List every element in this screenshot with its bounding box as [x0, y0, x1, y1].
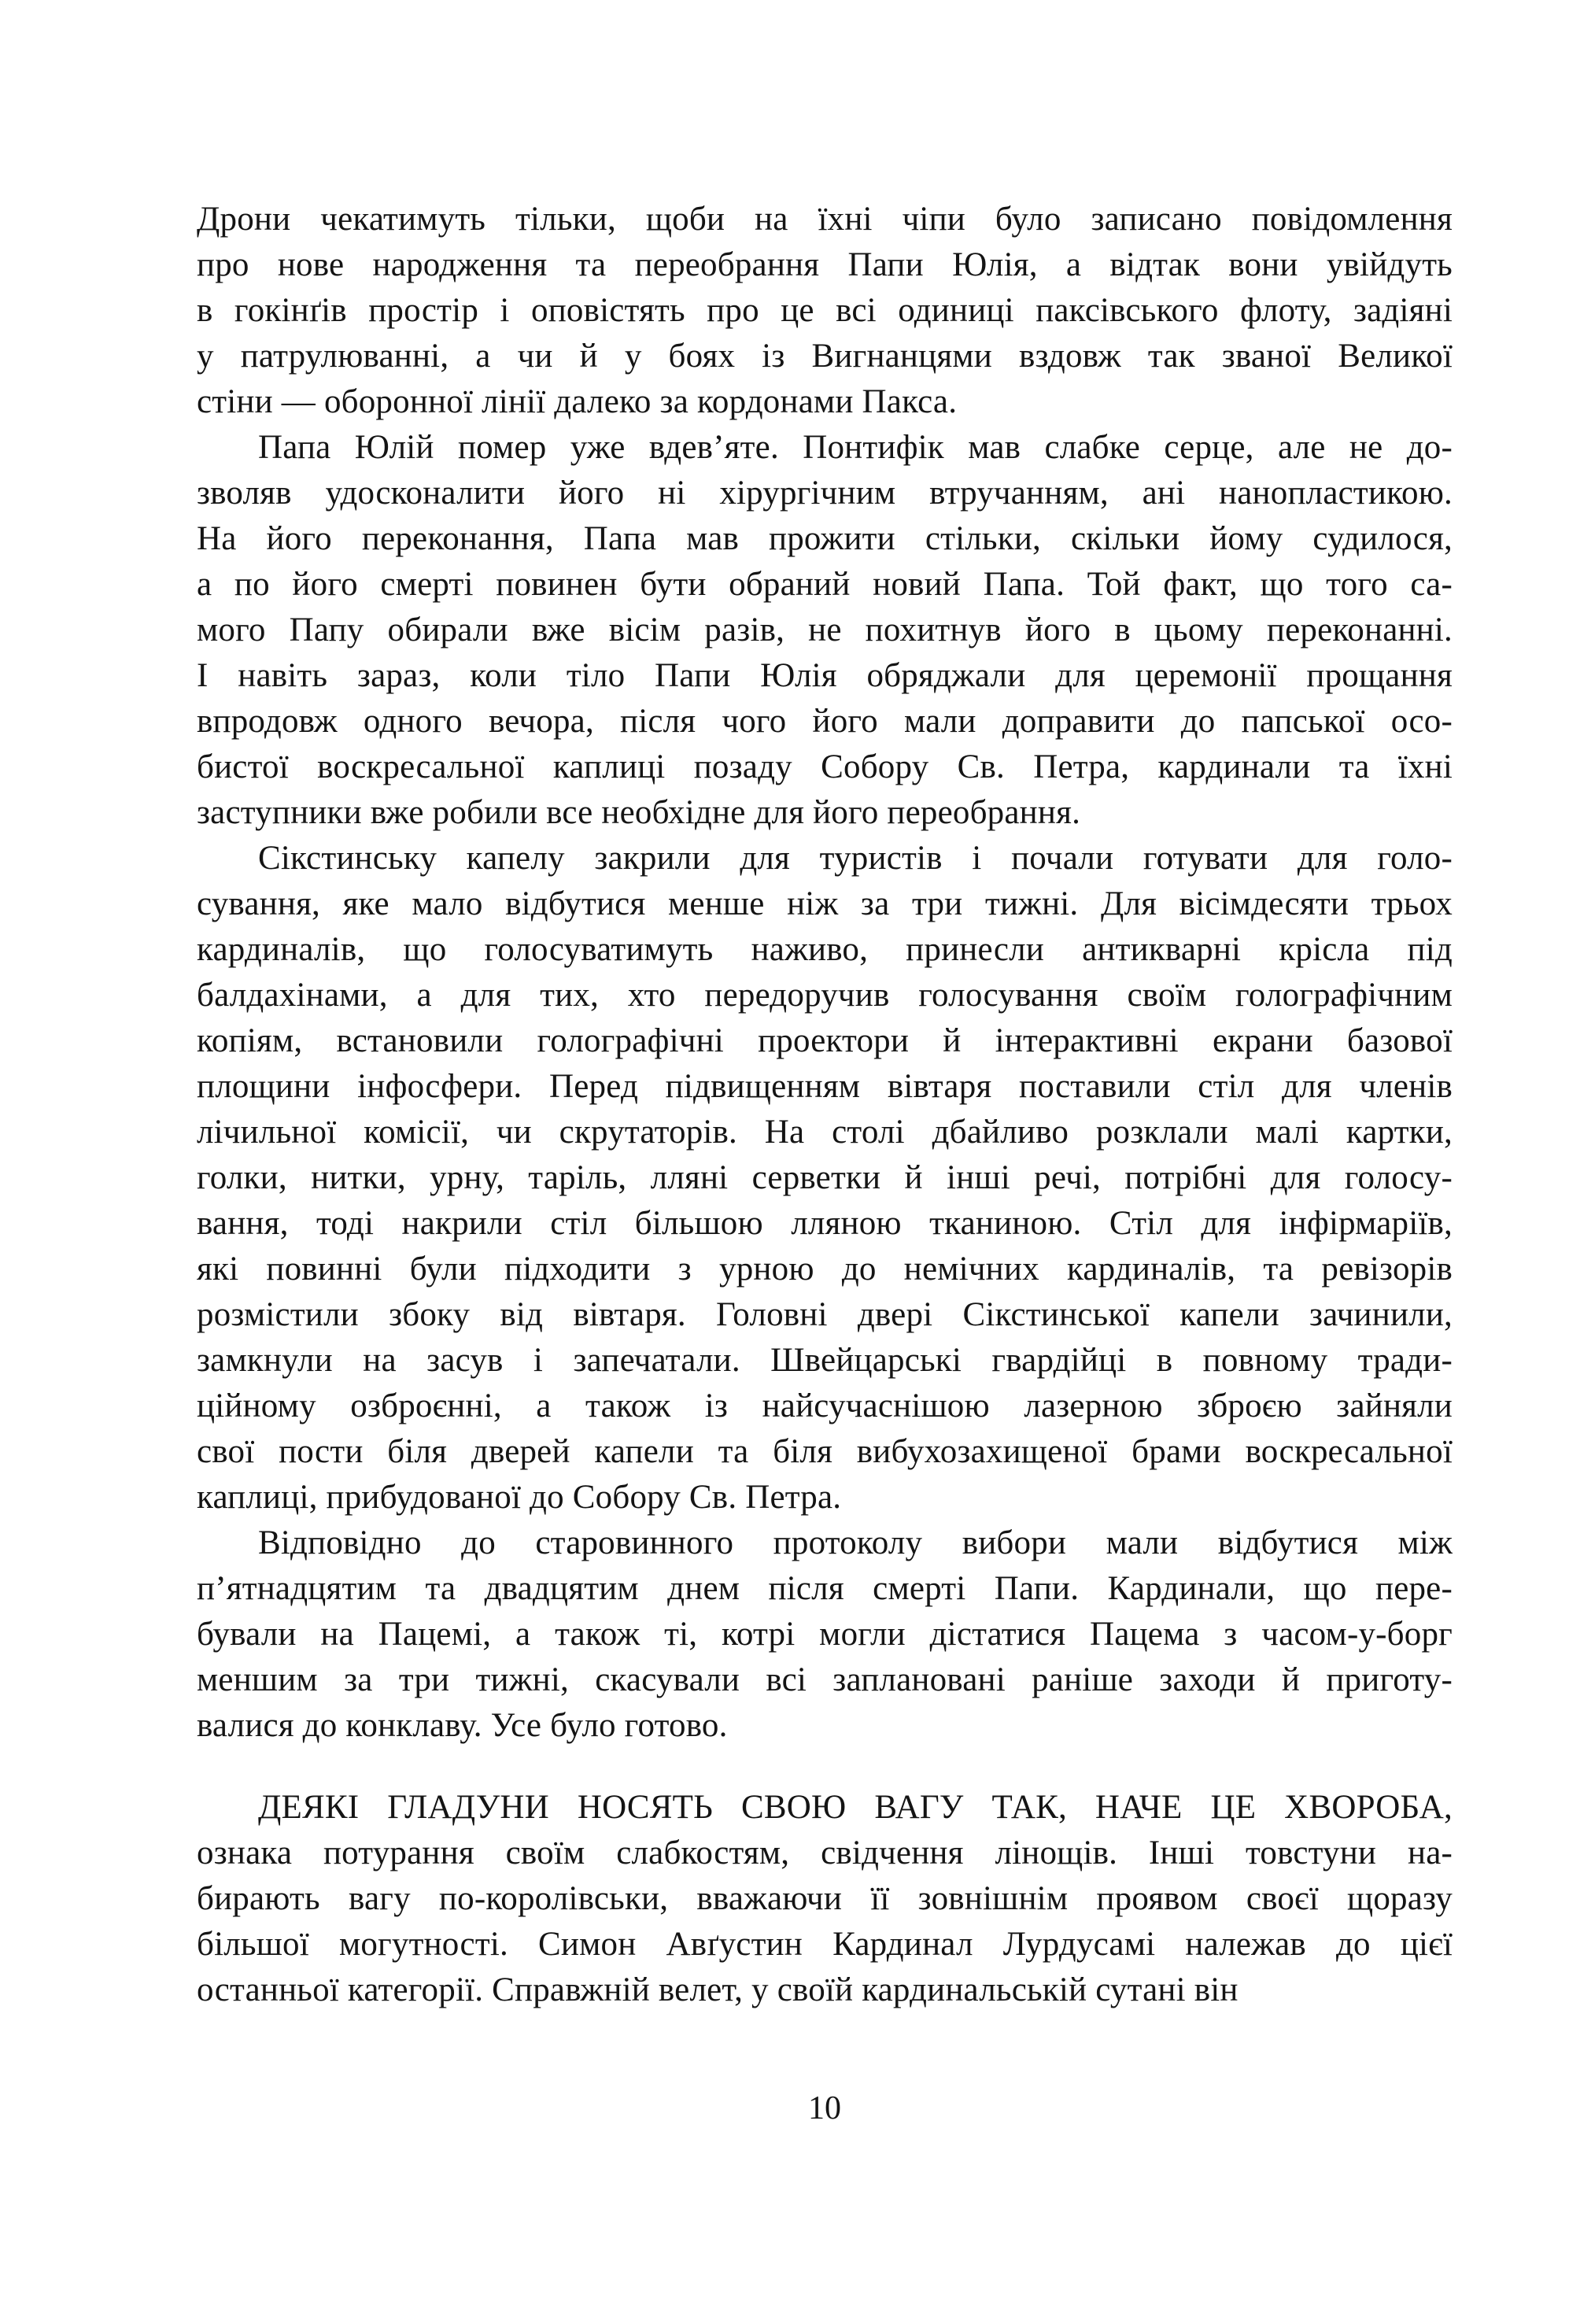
text-line: зволяв удосконалити його ні хірургічним втручанням, ані нанопластикою.	[197, 475, 1453, 512]
text-line: меншим за три тижні, скасували всі заплановані раніше заходи й приготу-	[197, 1661, 1453, 1698]
text-line: заступники вже робили все необхідне для його переобрання.	[197, 794, 1081, 831]
text-line: які повинні були підходити з урною до немічних кардиналів, та ревізорів	[197, 1251, 1453, 1288]
text-line: замкнули на засув і запечатали. Швейцарські гвардійці в повному тради-	[197, 1342, 1453, 1379]
text-line: ційному озброєнні, а також із найсучаснішою лазерною зброєю зайняли	[197, 1387, 1453, 1424]
text-line: Сікстинську капелу закрили для туристів і почали готувати для голо-	[258, 840, 1453, 877]
text-line: І навіть зараз, коли тіло Папи Юлія обряджали для церемонії прощання	[197, 657, 1453, 694]
text-line: вання, тоді накрили стіл більшою лляною тканиною. Стіл для інфірмаріїв,	[197, 1205, 1453, 1242]
text-line: копіям, встановили голографічні проектори й інтерактивні екрани базової	[197, 1022, 1453, 1059]
text-line: останньої категорії. Справжній велет, у своїй кардинальській сутані він	[197, 1971, 1239, 2008]
text-line: мого Папу обирали вже вісім разів, не похитнув його в цьому переконанні.	[197, 611, 1453, 648]
paragraph	[197, 1785, 1453, 2013]
text-line: каплиці, прибудованої до Собору Св. Петра.	[197, 1479, 842, 1516]
text-line: у патрулюванні, а чи й у боях із Вигнанцями вздовж так званої Великої	[197, 338, 1453, 375]
text-line: розмістили збоку від вівтаря. Головні двері Сікстинської капели зачинили,	[197, 1296, 1453, 1333]
text-line: бирають вагу по-королівськи, вважаючи її зовнішнім проявом своєї щоразу	[197, 1880, 1453, 1917]
text-line: про нове народження та переобрання Папи Юлія, а відтак вони увійдуть	[197, 246, 1453, 283]
text-line: площини інфосфери. Перед підвищенням вівтаря поставили стіл для членів	[197, 1068, 1453, 1105]
text-line: голки, нитки, урну, таріль, лляні серветки й інші речі, потрібні для голосу-	[197, 1159, 1453, 1196]
text-block	[197, 197, 1453, 2013]
text-line: На його переконання, Папа мав прожити стільки, скільки йому судилося,	[197, 520, 1453, 557]
text-line: Папа Юлій помер уже вдев’яте. Понтифік мав слабке серце, але не до-	[258, 429, 1453, 466]
text-line: впродовж одного вечора, після чого його мали доправити до папської осо-	[197, 703, 1453, 740]
paragraph	[197, 425, 1453, 836]
text-line: балдахінами, а для тих, хто передоручив голосування своїм голографічним	[197, 977, 1453, 1014]
text-line: бистої воскресальної каплиці позаду Собору Св. Петра, кардинали та їхні	[197, 748, 1453, 785]
text-line: в гокінґів простір і оповістять про це всі одиниці паксівського флоту, задіяні	[197, 292, 1453, 329]
text-line: сування, яке мало відбутися менше ніж за три тижні. Для вісімдесяти трьох	[197, 885, 1453, 922]
text-line: а по його смерті повинен бути обраний новий Папа. Той факт, що того са-	[197, 566, 1453, 603]
text-line: валися до конклаву. Усе було готово.	[197, 1707, 728, 1744]
text-line: бували на Пацемі, а також ті, котрі могли дістатися Пацема з часом-у-борг	[197, 1616, 1453, 1653]
text-line: кардиналів, що голосуватимуть наживо, принесли антикварні крісла під	[197, 931, 1453, 968]
paragraph	[197, 836, 1453, 1520]
paragraph	[197, 197, 1453, 425]
page-number: 10	[808, 2090, 841, 2126]
text-line: свої пости біля дверей капели та біля вибухозахищеної брами воскресальної	[197, 1433, 1453, 1470]
text-line: стіни — оборонної лінії далеко за кордонами Пакса.	[197, 383, 958, 420]
text-line: ознака потурання своїм слабкостям, свідчення лінощів. Інші товстуни на-	[197, 1834, 1453, 1871]
text-line: лічильної комісії, чи скрутаторів. На столі дбайливо розклали малі картки,	[197, 1114, 1453, 1151]
text-line: ДЕЯКІ ГЛАДУНИ НОСЯТЬ СВОЮ ВАГУ ТАК, НАЧЕ ЦЕ ХВОРОБА,	[258, 1789, 1453, 1826]
text-line: Відповідно до старовинного протоколу вибори мали відбутися між	[258, 1524, 1453, 1561]
text-line: Дрони чекатимуть тільки, щоби на їхні чіпи було записано повідомлення	[197, 201, 1453, 238]
text-line: більшої могутності. Симон Авґустин Кардинал Лурдусамі належав до цієї	[197, 1926, 1453, 1963]
paragraph	[197, 1520, 1453, 1749]
text-line: п’ятнадцятим та двадцятим днем після смерті Папи. Кардинали, що пере-	[197, 1570, 1453, 1607]
